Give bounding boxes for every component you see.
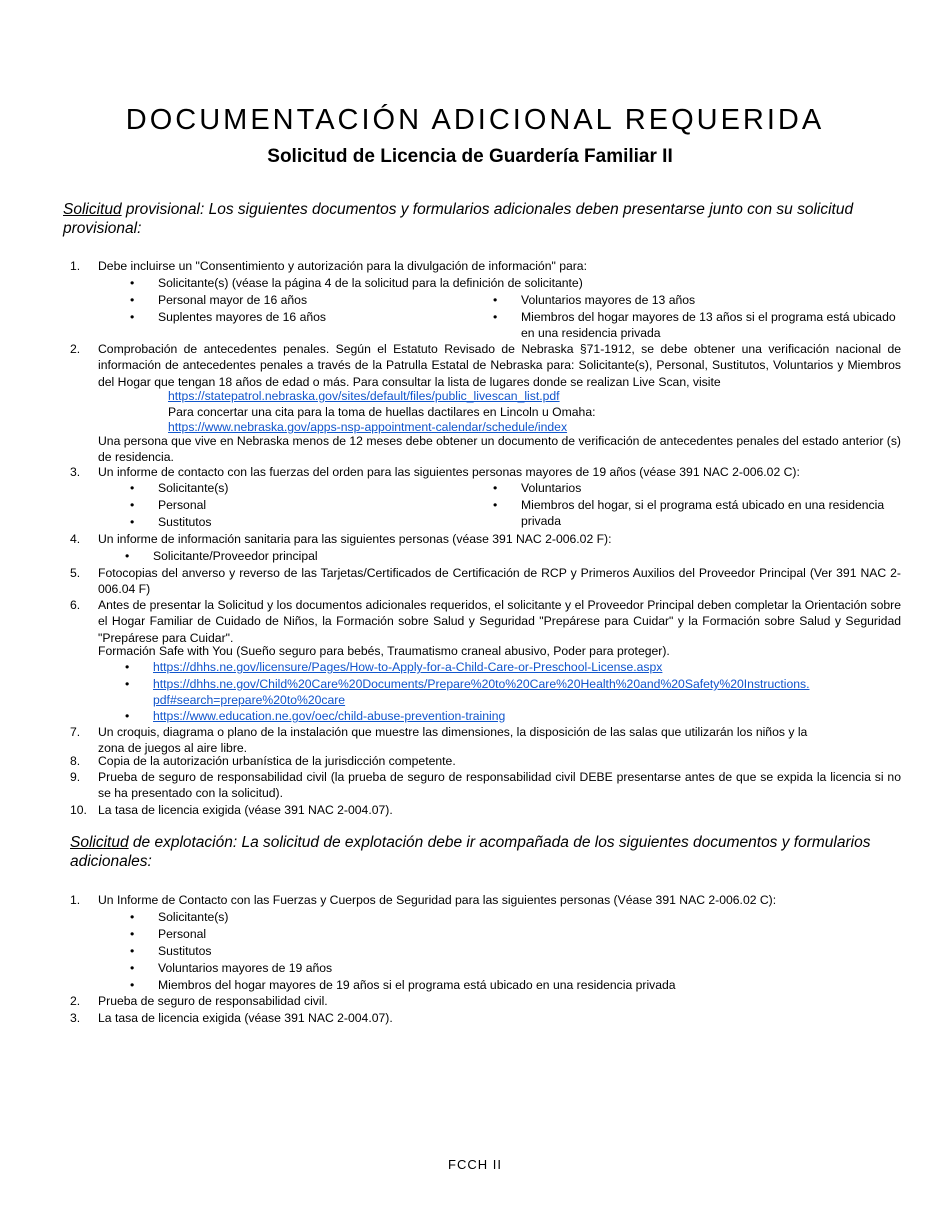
list-bullet: • Sustitutos [158,943,858,959]
list-bullet: • Miembros del hogar, si el programa está ubicado en una residencia privada [521,497,901,530]
item-number: 6. [70,598,81,612]
list-bullet: • Solicitante(s) (véase la página 4 de la solicitud para la definición de solicitante) [158,275,898,291]
item-text: Un informe de contacto con las fuerzas del orden para las siguientes personas mayores de 19 años (véase 391 NAC 2-006.02 C): [98,465,800,479]
list-bullet: • Voluntarios [521,480,901,496]
item-number: 1. [70,259,81,273]
list-bullet: • Personal [158,497,478,513]
item-text: Formación Safe with You (Sueño seguro para bebés, Traumatismo craneal abusivo, Poder para proteger). [98,644,670,658]
appointment-calendar-link[interactable]: https://www.nebraska.gov/apps-nsp-appointment-calendar/schedule/index [168,420,568,434]
item-text: Una persona que vive en Nebraska menos de 12 meses debe obtener un documento de verificación de antecedentes penales del estado anterior (s) de residencia. [98,434,901,465]
provisional-heading [63,200,885,238]
item-number: 2. [70,994,81,1008]
item-number: 4. [70,532,81,546]
item-number: 1. [70,893,81,907]
list-bullet: • Solicitante(s) [158,909,858,925]
item-text: Copia de la autorización urbanística de la jurisdicción competente. [98,754,456,768]
list-bullet: • Voluntarios mayores de 13 años [521,292,901,308]
item-text: Un informe de información sanitaria para las siguientes personas (véase 391 NAC 2-006.02 F): [98,532,612,546]
provisional-heading-text: provisional: Los siguientes documentos y formularios adicionales deben presentarse junto con su solicitud provisional: [63,201,854,237]
child-abuse-training-link[interactable]: https://www.education.ne.gov/oec/child-abuse-prevention-training [153,709,506,723]
operating-heading [70,833,901,871]
page-footer: FCCH II [448,1157,502,1172]
fingerprint-note: Para concertar una cita para la toma de huellas dactilares en Lincoln u Omaha: [168,405,596,419]
provisional-heading-keyword: Solicitud [63,201,122,218]
operating-heading-keyword: Solicitud [70,834,129,851]
list-bullet: • Solicitante(s) [158,480,478,496]
item-text: Fotocopias del anverso y reverso de las Tarjetas/Certificados de Certificación de RCP y Primeros Auxilios del Proveedor Principal (Ver 391 NAC 2-006.04 F) [98,566,901,597]
item-number: 5. [70,566,81,580]
item-text: Prueba de seguro de responsabilidad civil (la prueba de seguro de responsabilidad civil DEBE presentarse antes de que se expida la licencia si no se ha presentado con la solicitud). [98,770,901,801]
livescan-list-link[interactable]: https://statepatrol.nebraska.gov/sites/default/files/public_livescan_list.pdf [168,389,560,403]
page-title: DOCUMENTACIÓN ADICIONAL REQUERIDA [125,104,825,136]
list-bullet: • Miembros del hogar mayores de 19 años si el programa está ubicado en una residencia privada [158,977,898,993]
item-number: 8. [70,754,81,768]
list-bullet: • Personal mayor de 16 años [158,292,478,308]
list-bullet: • Miembros del hogar mayores de 13 años si el programa está ubicado en una residencia privada [521,309,901,342]
page-subtitle: Solicitud de Licencia de Guardería Familiar II [267,146,673,167]
list-bullet: • Solicitante/Proveedor principal [153,548,853,564]
operating-heading-text: de explotación: La solicitud de explotación debe ir acompañada de los siguientes documentos y formularios adicionales: [70,834,871,870]
item-text: Debe incluirse un "Consentimiento y autorización para la divulgación de información" para: [98,259,587,273]
item-number: 9. [70,770,81,784]
item-text: La tasa de licencia exigida (véase 391 NAC 2-004.07). [98,1011,393,1025]
item-text: Un Informe de Contacto con las Fuerzas y Cuerpos de Seguridad para las siguientes personas (Véase 391 NAC 2-006.02 C): [98,893,777,907]
item-number: 7. [70,725,81,739]
list-bullet: • Voluntarios mayores de 19 años [158,960,858,976]
item-text: Prueba de seguro de responsabilidad civil. [98,994,328,1008]
list-bullet: • Personal [158,926,858,942]
item-number: 2. [70,342,81,356]
list-bullet: • Suplentes mayores de 16 años [158,309,478,325]
item-text: La tasa de licencia exigida (véase 391 NAC 2-004.07). [98,803,393,817]
item-text: Un croquis, diagrama o plano de la instalación que muestre las dimensiones, la disposición de las salas que utilizarán los niños y la zona de juegos al aire libre. [98,725,808,756]
list-bullet: • Sustitutos [158,514,478,530]
item-number: 3. [70,465,81,479]
item-number: 3. [70,1011,81,1025]
prepare-to-care-link[interactable]: https://dhhs.ne.gov/Child%20Care%20Documents/Prepare%20to%20Care%20Health%20and%20Safety%20Instructions.pdf#search=prepare%20to%20care [153,677,810,708]
license-apply-link[interactable]: https://dhhs.ne.gov/licensure/Pages/How-to-Apply-for-a-Child-Care-or-Preschool-License.aspx [153,660,663,674]
item-number: 10. [70,803,87,817]
item-text: Comprobación de antecedentes penales. Según el Estatuto Revisado de Nebraska §71-1912, se debe obtener una verificación nacional de información de antecedentes penales a través de la Patrulla Estatal de Nebraska para: Solicitante(s), Personal, Sustitutos, Voluntarios y Miembros del Hogar que tengan 18 años de edad o más. Para consultar la lista de lugares donde se realizan Live Scan, visite [98,342,901,389]
item-text: Antes de presentar la Solicitud y los documentos adicionales requeridos, el solicitante y el Proveedor Principal deben completar la Orientación sobre el Hogar Familiar de Cuidado de Niños, la Formación sobre Salud y Seguridad "Prepárese para Cuidar" y la Formación sobre Salud y Seguridad "Prepárese para Cuidar". [98,598,901,645]
